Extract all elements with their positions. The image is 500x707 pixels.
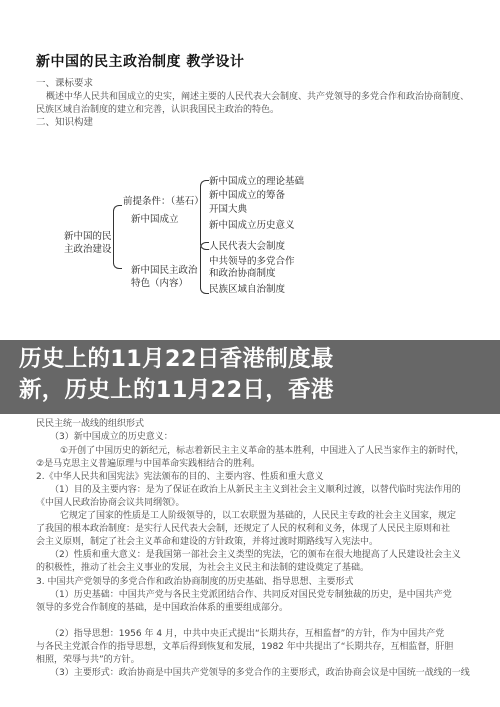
map-node: 新中国成立 [131, 214, 179, 225]
map-brace [113, 205, 122, 269]
paragraph-line: 民民主统一战线的组织形式 [36, 419, 145, 429]
map-node: 新中国成立历史意义 [209, 220, 295, 231]
paragraph-line: 相照，荣辱与共”的方针。 [36, 655, 140, 665]
page-fade [0, 690, 500, 707]
map-brace [200, 180, 209, 250]
paragraph-line: 会主义原则，制定了社会主义革命和建设的方针政策，并将过渡时期路线写入宪法中。 [36, 537, 379, 547]
paragraph-line: 2.《中华人民共和国宪法》宪法颁布的目的、主要内容、性质和重大意义 [36, 472, 324, 482]
map-node: 人民代表大会制度 [209, 241, 286, 252]
paragraph-line: 的积极性，推动了社会主义事业的发展，为社会主义民主和法制的建设奠定了基础。 [36, 563, 370, 573]
paragraph-line: （3）新中国成立的历史意义： [50, 432, 173, 442]
map-node: 新中国成立的筹备 [209, 190, 286, 201]
map-node: 民族区域自治制度 [209, 284, 286, 295]
map-root: 主政治建设 [64, 244, 112, 255]
section-heading: 二、知识构建 [36, 117, 94, 128]
map-node: 新中国成立的理论基础 [209, 176, 305, 187]
map-node: 中共领导的多党合作 [209, 256, 295, 267]
map-node: 前提条件：（基石） [123, 196, 204, 207]
paragraph-line: 3. 中国共产党领导的多党合作和政治协商制度的历史基础、指导思想、主要形式 [36, 577, 354, 587]
map-root: 新中国的民 [64, 231, 112, 242]
paragraph-line: （2）指导思想：1956 年 4 月，中共中央正式提出“长期共存，互相监督”的方针，作为中国共产党 [50, 629, 445, 639]
paragraph-line: ①开创了中国历史的新纪元，标志着新民主主义革命的基本胜利，中国进入了人民当家作主的新时代， [60, 446, 465, 456]
paragraph-line: 与各民主党派合作的指导思想，文革后得到恢复和发展，1982 年中共提出了“长期共存，互相监督，肝胆 [36, 642, 454, 652]
map-node: 新中国民主政治 [131, 265, 198, 276]
paragraph-line: （1）历史基础：中国共产党与各民主党派团结合作、共同反对国民党专制独裁的历史，是中国共产党 [50, 590, 452, 600]
section-heading: 一、课标要求 [36, 78, 94, 89]
paragraph-line: （2）性质和重大意义：是我国第一部社会主义类型的宪法，它的颁布在很大地提高了人民建设社会主义 [50, 550, 461, 560]
paragraph-line: 它规定了国家的性质是工人阶级领导的，以工农联盟为基础的，人民民主专政的社会主义国家，规定 [60, 511, 457, 521]
paragraph-line: 领导的多党合作制度的基础，是中国政治体系的重要组成部分。 [36, 603, 289, 613]
paragraph-line: ②是马克思主义普遍原理与中国革命实践相结合的胜利。 [36, 459, 261, 469]
paragraph-line: （3）主要形式：政治协商是中国共产党领导的多党合作的主要形式，政治协商会议是中国统一战线的一线 [50, 668, 470, 678]
paragraph-line: 《中国人民政治协商会议共同纲领》。 [36, 498, 185, 508]
document-title: 新中国的民主政治制度 教学设计 [36, 54, 245, 70]
map-brace [200, 242, 209, 294]
paragraph-line: 民族区域自治制度的建立和完善，认识我国民主政治的特色。 [36, 105, 280, 115]
paragraph-line: （1）目的及主要内容：是为了保证在政治上从新民主主义到社会主义顺利过渡，以替代临时宪法作用的 [50, 485, 461, 495]
paragraph-line: 了我国的根本政治制度：是实行人民代表大会制，还规定了人民的权利和义务，体现了人民民主原则和社 [36, 524, 451, 534]
headline-line-1: 历史上的11月22日香港制度最 [19, 346, 334, 372]
map-node: 和政治协商制度 [209, 268, 276, 279]
headline-line-2: 新，历史上的11月22日，香港 [19, 377, 334, 403]
paragraph-line: 概述中华人民共和国成立的史实，阐述主要的人民代表大会制度、共产党领导的多党合作和政治协商制度、 [46, 92, 470, 102]
map-node: 开国大典 [209, 204, 248, 215]
headline-text[interactable] [19, 344, 489, 406]
map-node: 特色（内容） [131, 278, 189, 289]
